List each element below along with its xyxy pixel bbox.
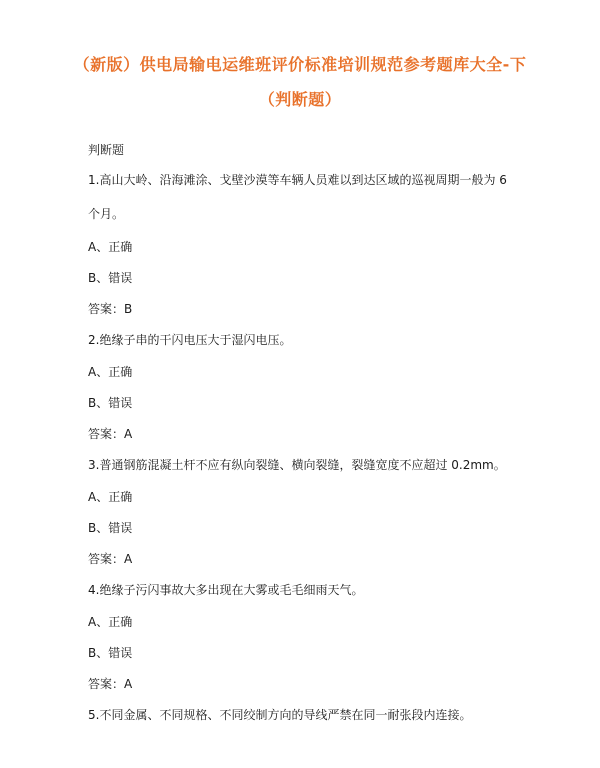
question-3-option-b: B、错误 xyxy=(88,521,133,535)
question-2-answer: 答案：A xyxy=(88,427,133,441)
question-2-option-b: B、错误 xyxy=(88,396,133,410)
question-4-answer: 答案：A xyxy=(88,677,133,691)
question-1-stem-line1: 1.高山大岭、沿海滩涂、戈壁沙漠等车辆人员难以到达区域的巡视周期一般为 6 xyxy=(88,173,507,187)
question-1-answer: 答案：B xyxy=(88,302,133,316)
question-4-option-b: B、错误 xyxy=(88,646,133,660)
question-1-option-a: A、正确 xyxy=(88,240,133,254)
question-2-stem: 2.绝缘子串的干闪电压大于湿闪电压。 xyxy=(88,333,292,347)
question-3-answer: 答案：A xyxy=(88,552,133,566)
question-2-option-a: A、正确 xyxy=(88,365,133,379)
question-4-option-a: A、正确 xyxy=(88,615,133,629)
question-4-stem: 4.绝缘子污闪事故大多出现在大雾或毛毛细雨天气。 xyxy=(88,583,364,597)
document-title-line2: （判断题） xyxy=(258,90,342,109)
question-3-option-a: A、正确 xyxy=(88,490,133,504)
section-heading: 判断题 xyxy=(88,143,125,157)
question-1-stem-line2: 个月。 xyxy=(88,207,125,221)
question-1-option-b: B、错误 xyxy=(88,271,133,285)
question-5-stem: 5.不同金属、不同规格、不同绞制方向的导线严禁在同一耐张段内连接。 xyxy=(88,708,472,722)
question-3-stem: 3.普通钢筋混凝土杆不应有纵向裂缝、横向裂缝，裂缝宽度不应超过 0.2mm。 xyxy=(88,458,506,472)
document-title-line1: （新版）供电局输电运维班评价标准培训规范参考题库大全-下 xyxy=(73,55,527,74)
